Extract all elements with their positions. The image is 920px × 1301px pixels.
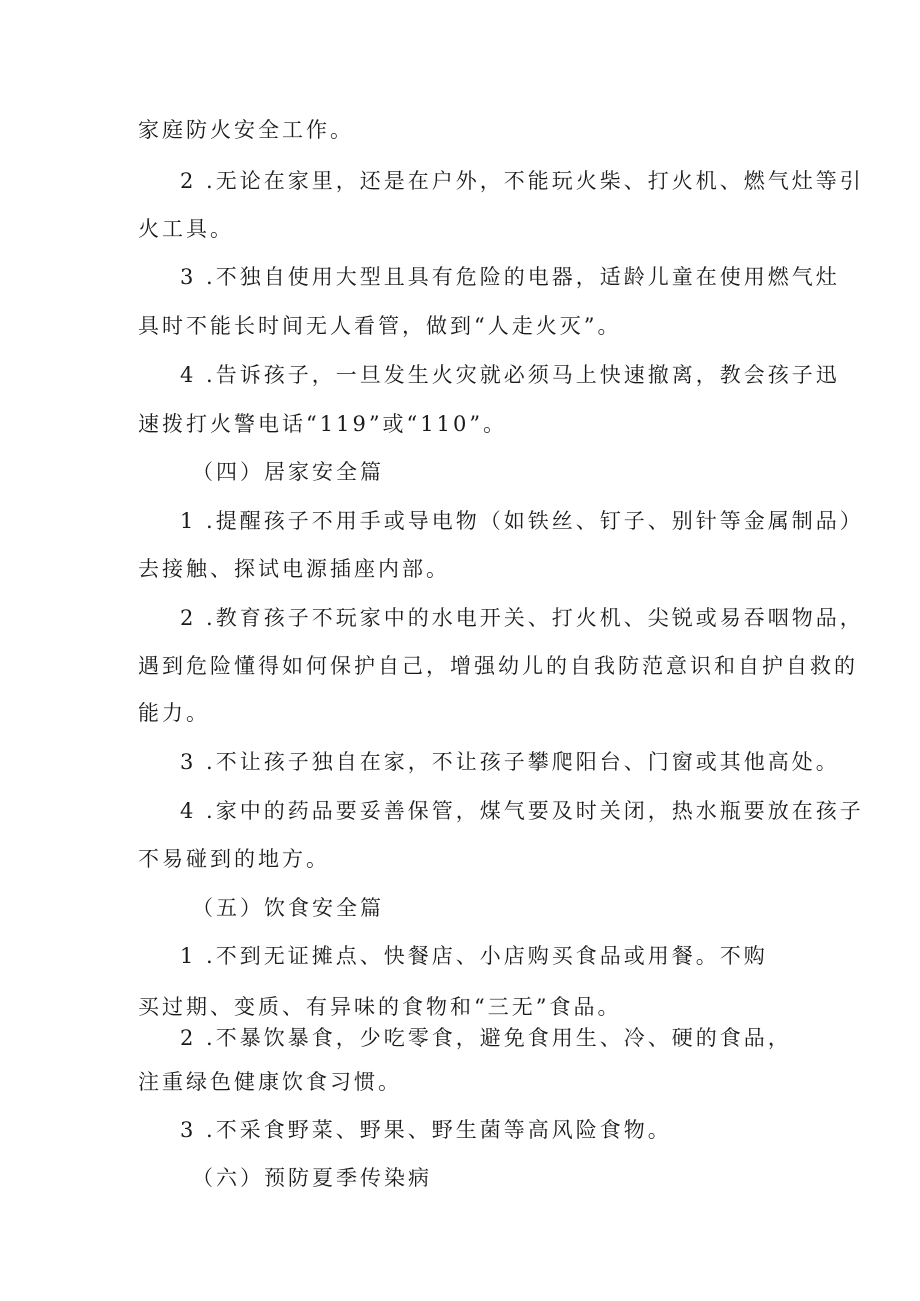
- section-heading-home-safety: （四）居家安全篇: [192, 460, 384, 484]
- list-item-home-4: 4 .家中的药品要妥善保管，煤气要及时关闭，热水瓶要放在孩子: [180, 799, 864, 823]
- text-line: 具时不能长时间无人看管，做到“人走火灭”。: [138, 314, 622, 338]
- text-line: 能力。: [138, 701, 210, 725]
- list-item-food-2: 2 .不暴饮暴食，少吃零食，避免食用生、冷、硬的食品，: [180, 1026, 792, 1050]
- text-line: 速拨打火警电话“119”或“110”。: [138, 412, 508, 436]
- text-line: 注重绿色健康饮食习惯。: [138, 1070, 402, 1094]
- list-item-fire-3: 3 .不独自使用大型且具有危险的电器，适龄儿童在使用燃气灶: [180, 265, 840, 289]
- text-line: 不易碰到的地方。: [138, 847, 330, 871]
- section-heading-food-safety: （五）饮食安全篇: [192, 896, 384, 920]
- list-item-home-1: 1 .提醒孩子不用手或导电物（如铁丝、钉子、别针等金属制品）: [180, 509, 864, 533]
- list-item-food-3: 3 .不采食野菜、野果、野生菌等高风险食物。: [180, 1118, 672, 1142]
- section-heading-summer-disease: （六）预防夏季传染病: [192, 1166, 432, 1190]
- text-line: 遇到危险懂得如何保护自己，增强幼儿的自我防范意识和自护自救的: [138, 654, 858, 678]
- text-line: 买过期、变质、有异味的食物和“三无”食品。: [138, 995, 622, 1019]
- text-line: 火工具。: [138, 217, 234, 241]
- text-line: 去接触、探试电源插座内部。: [138, 557, 450, 581]
- list-item-fire-2: 2 .无论在家里，还是在户外，不能玩火柴、打火机、燃气灶等引: [180, 169, 864, 193]
- text-line: 家庭防火安全工作。: [138, 118, 354, 142]
- list-item-fire-4: 4 .告诉孩子，一旦发生火灾就必须马上快速撤离，教会孩子迅: [180, 363, 840, 387]
- list-item-food-1: 1 .不到无证摊点、快餐店、小店购买食品或用餐。不购: [180, 944, 768, 968]
- list-item-home-2: 2 .教育孩子不玩家中的水电开关、打火机、尖锐或易吞咽物品，: [180, 606, 864, 630]
- list-item-home-3: 3 .不让孩子独自在家，不让孩子攀爬阳台、门窗或其他高处。: [180, 750, 840, 774]
